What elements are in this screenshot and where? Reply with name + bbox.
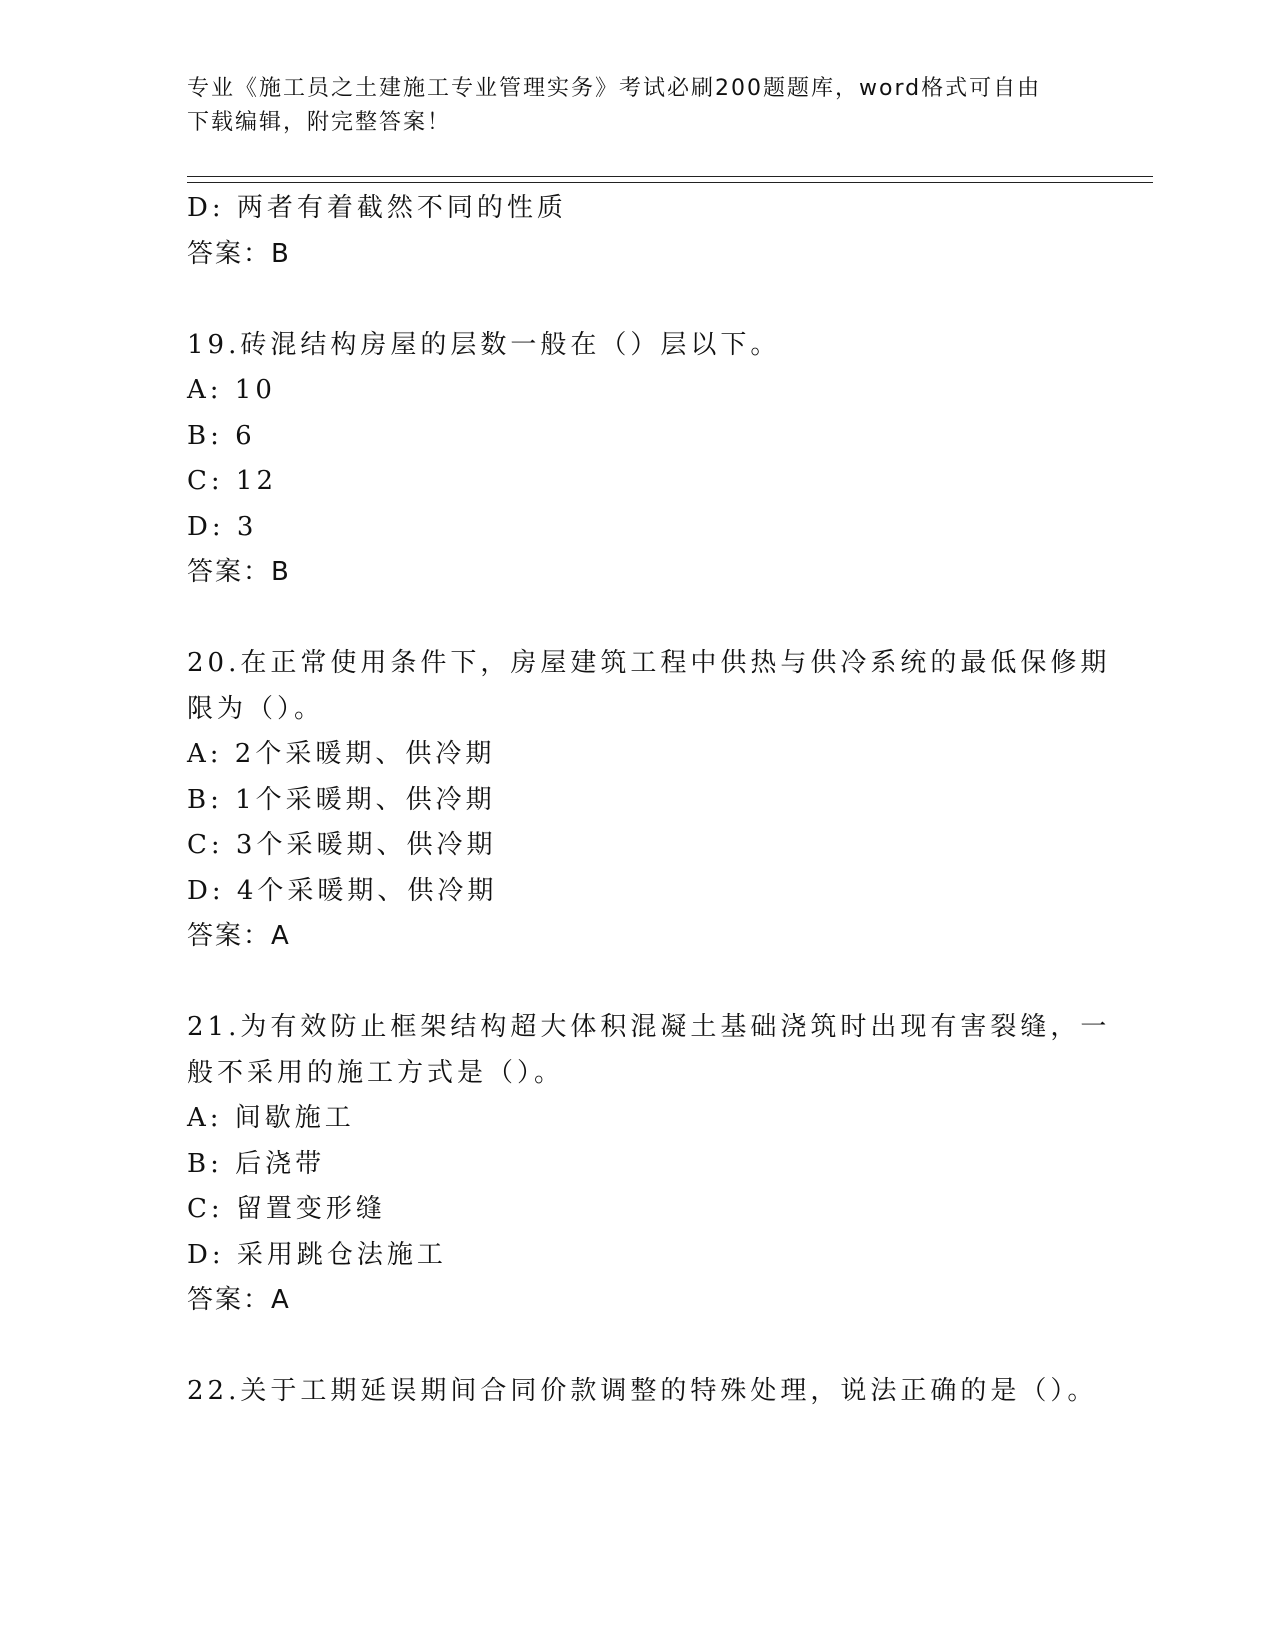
prev-option-d: D: 两者有着截然不同的性质: [187, 193, 567, 223]
question-19-text: 19.砖混结构房屋的层数一般在（）层以下。: [187, 329, 781, 360]
question-20-answer: 答案：A: [187, 921, 291, 951]
question-19-option-b: B: 6: [187, 420, 256, 451]
prev-answer: 答案：B: [187, 238, 291, 269]
question-21-answer: 答案：A: [187, 1285, 291, 1315]
question-21-option-a: A: 间歇施工: [187, 1103, 355, 1133]
header-divider: [187, 176, 1153, 183]
question-19-option-a: A: 10: [187, 375, 276, 405]
spacer: [187, 1324, 1087, 1370]
question-19-option-c: C: 12: [187, 466, 278, 496]
question-22: [187, 1369, 1098, 1415]
question-21: [187, 1005, 1111, 1324]
spacer: [187, 277, 1087, 323]
question-19-option-d: D: 3: [187, 511, 258, 542]
question-21-option-c: C: 留置变形缝: [187, 1194, 386, 1224]
spacer: [187, 596, 1087, 642]
question-20-text-line-1: 20.在正常使用条件下，房屋建筑工程中供热与供冷系统的最低保修期: [187, 648, 1111, 678]
page-header: [187, 72, 1087, 140]
question-22-text: 22.关于工期延误期间合同价款调整的特殊处理，说法正确的是（）。: [187, 1376, 1098, 1406]
question-19: [187, 323, 1087, 596]
question-21-option-b: B: 后浇带: [187, 1148, 326, 1179]
question-21-text-line-2: 般不采用的施工方式是（）。: [187, 1057, 565, 1088]
question-20: [187, 641, 1111, 960]
question-list: [187, 186, 1111, 1415]
spacer: [187, 960, 1087, 1006]
question-20-option-d: D: 4个采暖期、供冷期: [187, 875, 498, 906]
header-line-2: 下载编辑，附完整答案！: [187, 110, 452, 135]
question-20-option-b: B: 1个采暖期、供冷期: [187, 784, 496, 815]
question-20-option-c: C: 3个采暖期、供冷期: [187, 830, 497, 860]
question-19-answer: 答案：B: [187, 557, 291, 587]
question-21-option-d: D: 采用跳仓法施工: [187, 1239, 447, 1270]
question-20-text-line-2: 限为（）。: [187, 693, 325, 724]
header-line-1: 专业《施工员之土建施工专业管理实务》考试必刷200题题库，word格式可自由: [187, 76, 1042, 101]
question-20-option-a: A: 2个采暖期、供冷期: [187, 739, 496, 769]
question-21-text-line-1: 21.为有效防止框架结构超大体积混凝土基础浇筑时出现有害裂缝，一: [187, 1012, 1111, 1042]
